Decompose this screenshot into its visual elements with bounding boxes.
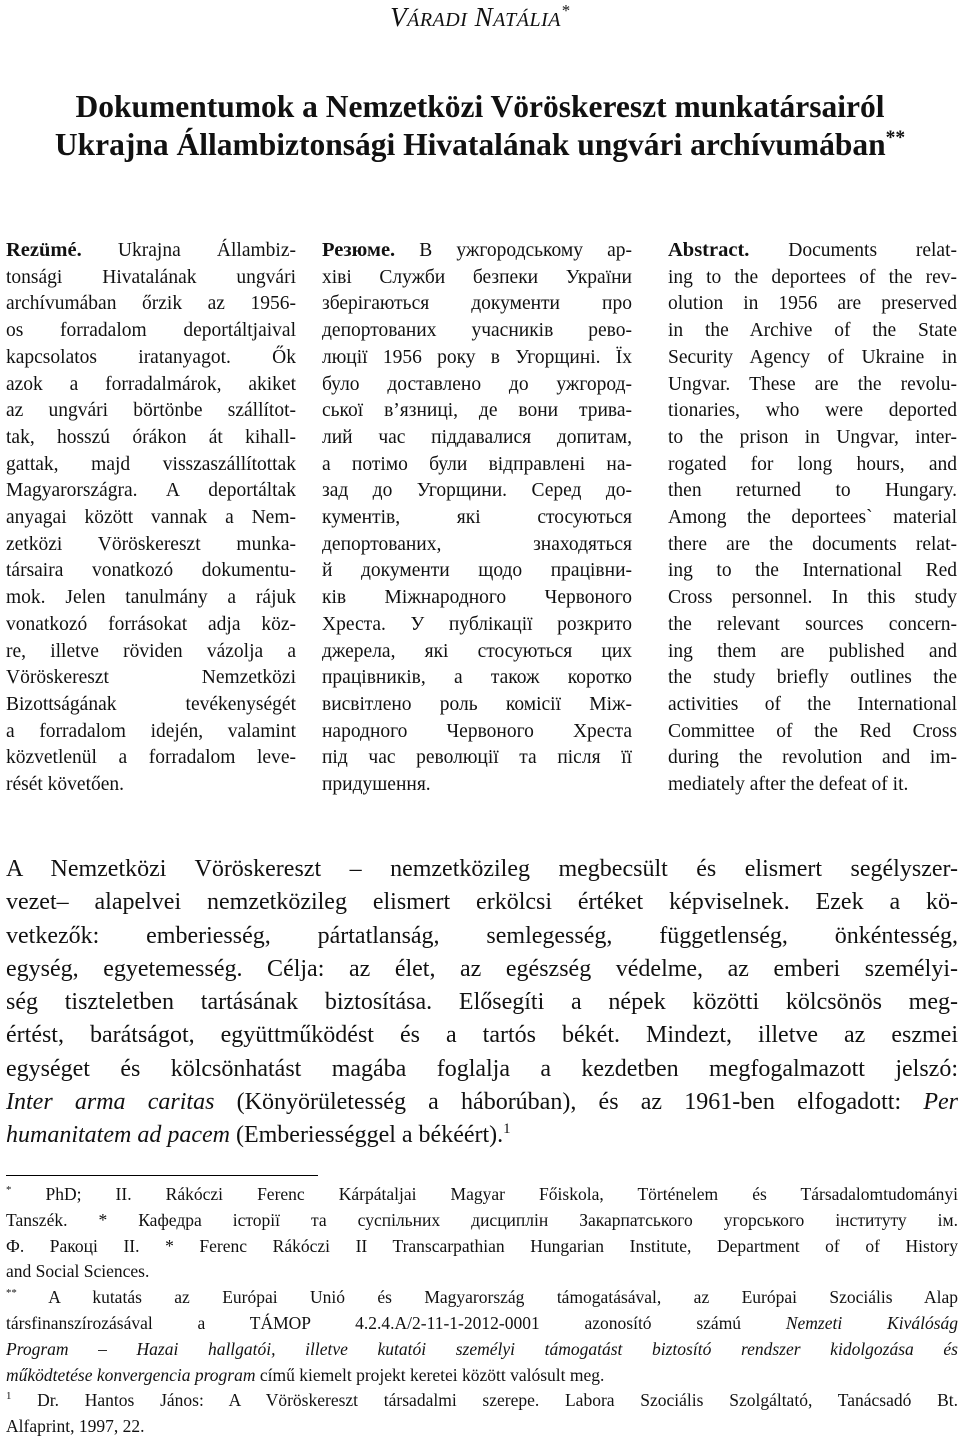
- abstract_en-line: [668, 692, 957, 719]
- abstract_ua-line-text: працівників, а також коротко: [322, 667, 632, 689]
- abstract_hu-keyword: Rezümé.: [6, 239, 82, 261]
- abstract_ua-line: [322, 505, 632, 532]
- footnote-line-text: PhD; II. Rákóczi Ferenc Kárpátaljai Magyar Főiskola, Történelem és Társadalomtudományi: [11, 1184, 958, 1204]
- abstract_ua-line: [322, 558, 632, 585]
- abstract_ua-line: [322, 237, 632, 265]
- abstract_en-line-text: ing to the deportees of the rev-: [668, 266, 957, 288]
- abstract_ua-line: [322, 478, 632, 505]
- author-last-initial: N: [474, 2, 494, 32]
- abstract_en-line: [668, 505, 957, 532]
- abstract_en-line: [668, 532, 957, 559]
- abstract_hu-line: [6, 398, 296, 425]
- abstract_hu-line-text: közvetlenül a forradalom leve-: [6, 747, 296, 769]
- abstract_en-line-text: during the revolution and im-: [668, 747, 957, 769]
- footnote-line-text: Ф. Ракоці ІІ. * Ferenc Rákóczi II Transcarpathian Hungarian Institute, Department of of History: [6, 1235, 958, 1256]
- footnote-2: [6, 1285, 958, 1388]
- body-line: vezet– alapelvei nemzetközileg elismert erkölcsi értéket képviselnek. Ezek a kö-: [6, 889, 958, 916]
- footnote-line: [6, 1182, 958, 1208]
- abstract_ua-line: [322, 772, 632, 799]
- latin-motto-1: Inter arma caritas: [6, 1089, 215, 1116]
- abstract_en-line: [668, 318, 957, 345]
- abstract_en-line: [668, 425, 957, 452]
- abstract_en-line: [668, 372, 957, 399]
- footnote-2-line-2: társfinanszírozásával a TÁMOP 4.2.4.A/2-11-1-2012-0001 azonosító számú: [6, 1312, 786, 1333]
- abstract_en-line-text: activities of the International: [668, 693, 957, 715]
- abstract_en-line: [668, 237, 957, 265]
- abstract_hu-line: [6, 318, 296, 345]
- abstract_en-line-text: the relevant sources concern-: [668, 613, 957, 635]
- body-paragraph: [6, 853, 958, 1153]
- abstract_ua-line-text: хіві Служби безпеки України: [322, 266, 632, 288]
- abstract_en-line: [668, 291, 957, 318]
- abstract_ua-line: [322, 345, 632, 372]
- body-line: értést, barátságot, együttműködést és a tartós békét. Mindezt, illetve az eszmei: [6, 1022, 958, 1049]
- abstract_hu-line-text: anyagai között vannak a Nem-: [6, 507, 296, 529]
- abstract_hu-line-text: zetközi Vöröskereszt munka-: [6, 533, 296, 555]
- abstract_en-line-text: Cross personnel. In this study: [668, 587, 957, 609]
- author-first-rest: ÁRADI: [407, 9, 468, 31]
- abstract_hu-line: [6, 532, 296, 559]
- footnote-1: [6, 1182, 958, 1285]
- abstract_ua-line-text: депортованих, знаходяться: [322, 533, 632, 555]
- abstract_hu-line-text: mok. Jelen tanulmány a rájuk: [6, 587, 296, 609]
- abstract_en-keyword: Abstract.: [668, 239, 750, 261]
- abstract_en-line-text: rogated for long hours, and: [668, 453, 957, 475]
- author-last-rest: ATÁLIA: [493, 9, 561, 31]
- latin-motto-2b: humanitatem ad pacem: [6, 1122, 230, 1149]
- abstract_ua-line: [322, 639, 632, 666]
- abstract_hu-line: [6, 372, 296, 399]
- abstract_ua-line-text: й документи щодо працівни-: [322, 560, 632, 582]
- abstract_ua-line-text: висвітлено роль комісії Між-: [322, 693, 632, 715]
- footnote-3: [6, 1388, 958, 1440]
- footnote-line-text: Alfaprint, 1997, 22.: [6, 1416, 145, 1437]
- abstract_en-line-text: Ungvar. These are the revolu-: [668, 373, 957, 395]
- footnote-line: [6, 1388, 958, 1414]
- abstract_hu-line: [6, 291, 296, 318]
- abstract_hu-line: [6, 505, 296, 532]
- abstract_en-line-text: Documents relat-: [749, 240, 957, 261]
- abstract_ua-line-text: Хреста. У публікації розкрито: [322, 613, 632, 635]
- abstract_en-line: [668, 478, 957, 505]
- body-line: ség tiszteletben tartásának biztosítása. Elősegíti a népek közötti kölcsönös meg-: [6, 989, 958, 1016]
- footnote-2-line-4: című kiemelt projekt keretei között valósult meg.: [255, 1364, 605, 1385]
- abstract_hu-line: [6, 639, 296, 666]
- abstract_hu-line: [6, 425, 296, 452]
- abstract_hu-line: [6, 237, 296, 265]
- abstract_hu-line-text: Ukrajna Állambiz-: [81, 240, 296, 261]
- footnote-2-program-title-b: Program – Hazai hallgatói, illetve kutatói személyi támogatást biztosító rendszer kidolgozása és: [6, 1338, 958, 1359]
- title-line-1: Dokumentumok a Nemzetközi Vöröskereszt munkatársairól: [75, 89, 885, 124]
- author-footnote-mark: *: [560, 1, 570, 20]
- abstract_ua-line: [322, 372, 632, 399]
- paper-title: [20, 88, 940, 164]
- abstract_en-line-text: Security Agency of Ukraine in: [668, 346, 957, 368]
- footnotes: [6, 1182, 958, 1440]
- body-line: egység, egyetemesség. Célja: az élet, az egészség védelme, az emberi személyi-: [6, 955, 958, 982]
- abstract_hu-line: [6, 558, 296, 585]
- footnote-2-program-title-a: Nemzeti Kiválóság: [785, 1312, 959, 1333]
- abstract_en-line: [668, 452, 957, 479]
- abstract_en-line: [668, 745, 957, 772]
- abstract_hu-line: [6, 692, 296, 719]
- footnote-mark: *: [6, 1184, 12, 1197]
- abstract_ua-line-text: а потімо були відправлені на-: [322, 453, 632, 475]
- abstract_hu-line-text: tak, hosszú órákon át kihall-: [6, 426, 296, 448]
- abstract_ua-line: [322, 612, 632, 639]
- footnote-2-mark: **: [6, 1287, 17, 1300]
- abstract_en-line: [668, 265, 957, 292]
- footnote-line-text: and Social Sciences.: [6, 1261, 150, 1282]
- abstract_en-line-text: olution in 1956 are preserved: [668, 293, 957, 315]
- abstract_en-line: [668, 398, 957, 425]
- abstract_hu-line: [6, 745, 296, 772]
- abstract_en-line-text: Committee of the Red Cross: [668, 720, 957, 742]
- abstract_en-line: [668, 772, 957, 799]
- title-line-2: Ukrajna Állambiztonsági Hivatalának ungvári archívumában: [54, 127, 886, 162]
- abstract_ua-line-text: народного Червоного Хреста: [322, 720, 632, 742]
- footnote-line: [6, 1234, 958, 1260]
- abstract_hu-line: [6, 772, 296, 799]
- abstract_ua-line: [322, 532, 632, 559]
- abstract_hu-line-text: os forradalom deportáltjaival: [6, 320, 296, 342]
- abstract_hu-line: [6, 665, 296, 692]
- abstract_en-line-text: the study briefly outlines the: [668, 667, 957, 689]
- abstract_ua-line-text: В ужгородському ар-: [395, 240, 632, 261]
- abstract_en-line: [668, 558, 957, 585]
- abstract_ua-line: [322, 398, 632, 425]
- footnote-2-line-1: A kutatás az Európai Unió és Magyarország támogatásával, az Európai Szociális Alap: [16, 1287, 958, 1308]
- abstract_hu-line-text: archívumában őrzik az 1956-: [6, 293, 296, 315]
- footnote-ref-1: 1: [503, 1121, 511, 1138]
- abstract_hu-line-text: Bizottságának tevékenységét: [6, 693, 296, 715]
- abstract_hu-line-text: gattak, majd visszaszállítottak: [6, 453, 296, 475]
- abstract_ua-line-text: ків Міжнародного Червоного: [322, 587, 632, 609]
- title-footnote-mark: **: [885, 127, 906, 149]
- abstract_ua-line: [322, 719, 632, 746]
- abstract_en-line-text: tionaries, who were deported: [668, 400, 957, 422]
- author-name: [0, 2, 960, 33]
- abstract_en-line-text: Among the deportees` material: [668, 507, 957, 529]
- abstract_hu-line-text: tonsági Hivatalának ungvári: [6, 266, 296, 288]
- abstract_hu-line-text: társaira vonatkozó dokumentu-: [6, 560, 296, 582]
- abstract_ua-line: [322, 265, 632, 292]
- abstract_hu-line-text: Magyarországra. A deportáltak: [6, 480, 296, 502]
- abstract_ua-line: [322, 665, 632, 692]
- abstract_ua-line-text: кументів, які стосуються: [322, 507, 632, 529]
- footnote-line: [6, 1259, 958, 1285]
- abstract_hu-line: [6, 345, 296, 372]
- abstract_en-line: [668, 639, 957, 666]
- footnote-line: [6, 1208, 958, 1234]
- abstract_hu-line-text: a forradalom idején, valamint: [6, 720, 296, 742]
- abstract-hungarian: [6, 237, 296, 799]
- abstract-english: [668, 237, 957, 799]
- abstract_en-line-text: mediately after the defeat of it.: [668, 774, 909, 796]
- abstract_ua-line-text: ської в’язниці, де вони трива-: [322, 400, 632, 422]
- abstract_hu-line-text: azok a forradalmárok, akiket: [6, 373, 296, 395]
- footnote-2-program-title-c: működtetése konvergencia program: [6, 1364, 256, 1385]
- abstract_ua-line: [322, 425, 632, 452]
- abstract_hu-line-text: Vöröskereszt Nemzetközi: [6, 667, 296, 689]
- abstract_ua-keyword: Резюме.: [322, 239, 396, 261]
- abstract_ua-line-text: депортованих учасників рево-: [322, 320, 632, 342]
- body-line: egységet és kölcsönhatást magába foglalja a kezdetben megfogalmazott jelszó:: [6, 1055, 958, 1082]
- abstract_en-line: [668, 665, 957, 692]
- abstract_en-line-text: in the Archive of the State: [668, 320, 957, 342]
- footnote-divider: [6, 1175, 318, 1176]
- abstract_hu-line-text: re, illetve röviden vázolja a: [6, 640, 296, 662]
- footnote-mark: 1: [6, 1390, 12, 1403]
- body-line: vetkezők: emberiesség, pártatlanság, semlegesség, függetlenség, önkéntesség,: [6, 922, 958, 949]
- footnote-line-text: Tanszék. * Кафедра історії та суспільних дисциплін Закарпатського угорського інституту ім.: [6, 1209, 958, 1230]
- abstract_ua-line-text: під час революції та після її: [322, 747, 632, 769]
- abstract_ua-line-text: зад до Угорщини. Серед до-: [322, 480, 632, 502]
- abstract_ua-line-text: лий час піддавалися допитам,: [322, 426, 632, 448]
- abstract_hu-line-text: kapcsolatos iratanyagot. Ők: [6, 346, 296, 368]
- abstract_ua-line: [322, 291, 632, 318]
- abstract_ua-line: [322, 452, 632, 479]
- abstract_ua-line: [322, 318, 632, 345]
- abstract_ua-line-text: було доставлено до ужгород-: [322, 373, 632, 395]
- abstract_en-line: [668, 612, 957, 639]
- abstract_en-line-text: to the prison in Ungvar, inter-: [668, 426, 957, 448]
- abstract_hu-line: [6, 719, 296, 746]
- latin-motto-2a: Per: [923, 1089, 958, 1116]
- abstract_ua-line-text: люції 1956 року в Угорщині. Їх: [322, 346, 632, 368]
- abstract_en-line: [668, 719, 957, 746]
- abstract_en-line: [668, 585, 957, 612]
- abstract_hu-line: [6, 478, 296, 505]
- abstract_hu-line-text: az ungvári börtönbe szállítot-: [6, 400, 296, 422]
- abstract_en-line-text: then returned to Hungary.: [668, 480, 957, 502]
- body-line: A Nemzetközi Vöröskereszt – nemzetközileg megbecsült és elismert segélyszer-: [6, 856, 958, 882]
- abstract_en-line-text: there are the documents relat-: [668, 533, 957, 555]
- body-line-9-text: (Emberiességgel a békéért).: [229, 1122, 504, 1149]
- author-first-initial: V: [390, 2, 408, 32]
- abstract_hu-line-text: vonatkozó forrásokat adja köz-: [6, 613, 296, 635]
- abstract_en-line-text: ing them are published and: [668, 640, 957, 662]
- abstract_hu-line: [6, 612, 296, 639]
- abstract_hu-line: [6, 265, 296, 292]
- abstract_ua-line: [322, 745, 632, 772]
- abstract_ua-line-text: придушення.: [322, 774, 431, 796]
- abstract_hu-line: [6, 452, 296, 479]
- footnote-line-text: Dr. Hantos János: A Vöröskereszt társadalmi szerepe. Labora Szociális Szolgáltató, Tanácsadó Bt.: [11, 1390, 958, 1411]
- abstract_ua-line-text: джерела, які стосуються цих: [322, 640, 632, 662]
- abstract-ukrainian: [322, 237, 632, 799]
- abstract_hu-line: [6, 585, 296, 612]
- footnote-line: [6, 1414, 958, 1440]
- abstract_en-line-text: ing to the International Red: [668, 560, 957, 582]
- abstract_en-line: [668, 345, 957, 372]
- abstract_ua-line: [322, 692, 632, 719]
- body-line-8-text: (Könyörületesség a háborúban), és az 1961-ben elfogadott:: [214, 1089, 924, 1116]
- abstract_hu-line-text: rését követően.: [6, 774, 125, 796]
- abstract_ua-line: [322, 585, 632, 612]
- abstract_ua-line-text: зберігаються документи про: [322, 293, 632, 315]
